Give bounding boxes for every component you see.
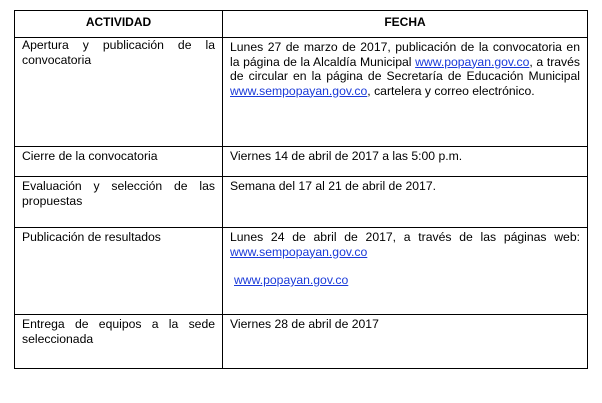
row-fecha bbox=[223, 38, 588, 147]
table-row bbox=[15, 228, 588, 315]
table-row bbox=[15, 177, 588, 228]
popayan-link[interactable]: www.popayan.gov.co bbox=[234, 273, 349, 287]
table-header-row bbox=[15, 11, 588, 38]
header-actividad: ACTIVIDAD bbox=[15, 11, 223, 38]
row-actividad: Cierre de la convocatoria bbox=[15, 147, 223, 177]
header-fecha: FECHA bbox=[223, 11, 588, 38]
popayan-link[interactable]: www.popayan.gov.co bbox=[415, 54, 530, 69]
table-row bbox=[15, 315, 588, 369]
fecha-text: , a través de circular en la página de Secretaría de Educación Municipal bbox=[230, 54, 581, 83]
row-actividad: Publicación de resultados bbox=[15, 228, 223, 315]
fecha-text: , cartelera y correo electrónico. bbox=[367, 83, 535, 98]
row-actividad: Entrega de equipos a la sede seleccionada bbox=[15, 315, 223, 369]
row-fecha: Semana del 17 al 21 de abril de 2017. bbox=[223, 177, 588, 228]
schedule-table bbox=[14, 10, 588, 369]
row-fecha: Viernes 14 de abril de 2017 a las 5:00 p.m. bbox=[223, 147, 588, 177]
table-row bbox=[15, 147, 588, 177]
fecha-text: Lunes 24 de abril de 2017, a través de las páginas web: bbox=[230, 230, 580, 244]
row-actividad: Apertura y publicación de la convocatoria bbox=[15, 38, 223, 147]
row-actividad: Evaluación y selección de las propuestas bbox=[15, 177, 223, 228]
table-row bbox=[15, 38, 588, 147]
sempopayan-link[interactable]: www.sempopayan.gov.co bbox=[230, 83, 368, 98]
fecha-text: Lunes 27 de marzo de 2017, publicación de la convocatoria en la página de la Alcaldía Municipal bbox=[230, 40, 580, 69]
sempopayan-link[interactable]: www.sempopayan.gov.co bbox=[230, 244, 368, 259]
row-fecha bbox=[223, 228, 588, 315]
row-fecha: Viernes 28 de abril de 2017 bbox=[223, 315, 588, 369]
